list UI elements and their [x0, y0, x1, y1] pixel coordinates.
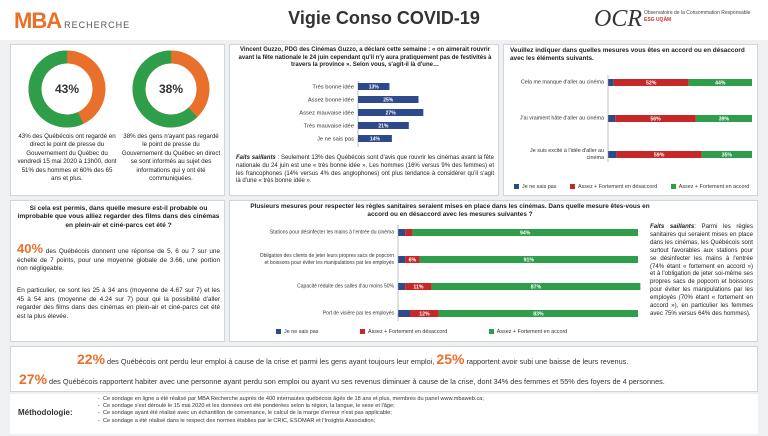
measures-legend	[276, 329, 567, 335]
methodology-line-4: - Ce sondage a été réalisé dans le respect des normes établies par le CRIC, ESOMAR et l'Insights Association;	[98, 417, 376, 424]
measures-tick-label: et boissons pour éviter les manipulations par les employés	[264, 259, 394, 266]
agree-tick-label: J'ai vraiment hâte d'aller au cinéma	[519, 115, 604, 122]
footer-t1: des Québécois ont perdu leur emploi à cause de la crise et parmi les gens ayant toujours leur emploi,	[105, 357, 437, 366]
donut-1	[24, 46, 109, 131]
ocr-logo[interactable]: OCR	[594, 6, 642, 32]
measures-tick-label: Port de visière par les employés	[322, 310, 394, 317]
guzzo-chart	[230, 79, 500, 149]
measures-faits-text: : Parmi les règles sanitaires qui seraient mises en place dans les cinémas, les Québécois sont surtout favorables aux stations pour se désinfecter les mains à l'entrée (74% étant « fortement en accord ») et à l'obligation de jeter soi-même ses propres sacs de popcorn et boissons pour éviter les manipulations par les employés (70% étant « fortement en accord »), en particulier les femmes avec 75% versus 64% des hommes).	[650, 223, 753, 317]
measures-legend-ns: Je ne sais pas	[284, 329, 319, 335]
donut-1-label: 43%	[54, 82, 80, 96]
guzzo-tick-label: Assez bonne idée	[307, 97, 354, 104]
footer-n2: 25%	[436, 351, 465, 367]
measures-legend-agr: Assez + Fortement en accord	[496, 329, 568, 335]
methodology-line-1: - Ce sondage en ligne a été réalisé par MBA Recherche auprès de 400 internautes québécois âgés de 18 ans et plus, membres du panel www.mbaweb.ca;	[98, 396, 484, 402]
methodology-lines	[98, 396, 748, 425]
guzzo-faits-label: Faits saillants	[236, 155, 276, 161]
measures-tick-label: Obligation des clients de jeter leurs propres sacs de popcorn	[259, 253, 394, 260]
guzzo-data-label: 25%	[383, 97, 394, 104]
footer-t3: des Québécois rapportent habiter avec une personne ayant perdu son emploi ou ayant vu ses revenus diminuer à cause de la crise, dont 34% des femmes et 55% des foyers de 4 personnes.	[47, 377, 665, 386]
measures-data-label: 94%	[520, 230, 531, 237]
cinema-big-number: 40%	[17, 241, 44, 256]
cinema-p1	[17, 241, 220, 274]
header	[0, 0, 768, 40]
agree-legend-ns: Je ne sais pas	[522, 184, 557, 190]
measures-bar	[398, 283, 405, 290]
measures-tick-label: Stations pour désinfecter les mains à l'entrée du cinéma	[269, 229, 394, 236]
footer-n3: 27%	[19, 371, 48, 387]
agree-bar	[608, 115, 615, 122]
measures-data-label: 12%	[419, 311, 430, 318]
measures-data-label: 91%	[523, 257, 534, 264]
agree-legend	[514, 184, 749, 190]
ocr-sub-line1: Observatoire de la Consommation Responsable	[644, 10, 751, 16]
donut-2	[126, 45, 216, 134]
measures-bar	[405, 229, 412, 236]
guzzo-intro: Vincent Guzzo, PDG des Cinémas Guzzo, a déclaré cette semaine : « on aimerait rouvrir avant la fête nationale le 24 juin cependant qu'il n'y aura pratiquement pas de festivités à travers la province ». Selon vous, s'agit-il là d'une…	[238, 47, 492, 69]
agree-data-label: 39%	[718, 116, 730, 123]
mba-logo-sub: RECHERCHE	[64, 20, 131, 30]
guzzo-faits	[236, 155, 494, 186]
measures-bar	[398, 310, 410, 317]
measures-panel	[229, 200, 758, 342]
guzzo-tick-label: Assez mauvaise idée	[299, 110, 354, 117]
measures-faits	[650, 223, 753, 318]
agree-bar	[608, 151, 617, 158]
methodology-label: Méthodologie:	[18, 408, 73, 417]
agree-legend-agr: Assez + Fortement en accord	[678, 184, 750, 190]
measures-bar	[398, 229, 405, 236]
footer-line-2	[19, 371, 755, 387]
ocr-sub-line2: ESG UQÀM	[644, 17, 672, 23]
cinema-question: Si cela est permis, dans quelle mesure est-il probable ou improbable que vous alliez regarder des films dans des cinémas en plein-air et ciné-parcs cet été ?	[17, 205, 220, 229]
cinema-p2: En particulier, ce sont les 25 à 34 ans (moyenne de 4.67 sur 7) et les 45 à 54 ans (moyenne de 4.24 sur 7) pour qui la possibilité d'aller regarder des films dans des cinémas en plein-air et ciné-parcs cet été est la plus élevée.	[17, 287, 220, 320]
cinema-p1-text: des Québécois donnent une réponse de 5, 6 ou 7 sur une échelle de 7 points, pour une moyenne globale de 3.66, une portion non négligeable.	[17, 248, 220, 273]
agree-data-label: 35%	[721, 152, 732, 159]
mba-logo-text: MBA	[14, 8, 62, 33]
methodology-line-3-text: Ce sondage ayant été réalisé avec un échantillon de convenance, le calcul de la marge d'erreur n'est pas applicable;	[102, 410, 392, 417]
agree-tick-label: cinéma	[586, 155, 604, 162]
methodology-line-1-text: Ce sondage en ligne a été réalisé par MBA Recherche auprès de 400 internautes québécois âgés de 18 ans et plus, membres du panel www.mbaweb.ca;	[102, 396, 484, 402]
agree-tick-label: Je suis excité à l'idée d'aller au	[530, 148, 604, 155]
methodology-line-4-text: Ce sondage a été réalisé dans le respect des normes établies par le CRIC, ESOMAR et l'Insights Association;	[102, 417, 376, 424]
guzzo-data-label: 14%	[369, 136, 380, 143]
guzzo-faits-text: : Seulement 13% des Québécois sont d'avis que rouvrir les cinémas avant la fête nationale du 24 juin est une « très bonne idée ». Les hommes (16% versus 9% des femmes) et les francophones (14% versus 4% des anglophones) ont plus tendance à considérer qu'il s'agit là d'une « très bonne idée ».	[236, 155, 494, 185]
agree-bar	[608, 79, 614, 86]
measures-chart	[230, 219, 650, 331]
guzzo-data-label: 27%	[385, 110, 396, 117]
agree-panel	[503, 44, 758, 196]
guzzo-panel	[229, 44, 499, 196]
measures-data-label: 87%	[530, 284, 542, 291]
donut-panel	[10, 44, 225, 196]
footer-line-1	[77, 351, 757, 367]
agree-chart	[504, 67, 759, 177]
methodology-line-2-text: Ce sondage s'est déroulé le 15 mai 2020 et les données ont été pondérées selon la région, la langue, le sexe et l'âge;	[102, 403, 395, 410]
donut-2-label: 38%	[158, 82, 184, 96]
measures-bar	[398, 256, 405, 263]
agree-title: Veuillez indiquer dans quelles mesures vous êtes en accord ou en désaccord avec les éléments suivants.	[510, 47, 745, 62]
page-title: Vigie Conso COVID-19	[288, 8, 480, 28]
measures-data-label: 6%	[408, 257, 417, 264]
agree-data-label: 52%	[646, 80, 657, 87]
agree-data-label: 44%	[715, 80, 726, 87]
guzzo-tick-label: Je ne sais pas	[316, 136, 354, 143]
measures-tick-label: Capacité réduite des salles d'au moins 50%	[297, 283, 394, 290]
methodology-line-2: - Ce sondage s'est déroulé le 15 mai 2020 et les données ont été pondérées selon la région, la langue, le sexe et l'âge;	[98, 403, 395, 410]
measures-legend-dis: Assez + Fortement en désaccord	[367, 329, 448, 335]
guzzo-data-label: 13%	[368, 84, 379, 91]
cinema-panel	[10, 200, 225, 342]
footer-t2: rapportent avoir subi une baisse de leurs revenus.	[464, 357, 629, 366]
measures-title: Plusieurs mesures pour respecter les règles sanitaires seraient mises en place dans les cinémas. Dans quelle mesure êtes-vous en accord ou en désaccord avec les mesures suivantes ?	[250, 203, 650, 218]
measures-faits-label: Faits saillants	[650, 223, 695, 230]
donut-2-text: 38% des gens n'ayant pas regardé le point de presse du Gouvernement du Québec en direct se sont informés au sujet des informations qui y ont été communiquées.	[121, 133, 221, 183]
methodology-line-3: - Ce sondage ayant été réalisé avec un échantillon de convenance, le calcul de la marge d'erreur n'est pas applicable;	[98, 410, 392, 417]
measures-data-label: 11%	[413, 284, 424, 291]
agree-data-label: 56%	[650, 116, 661, 123]
footer-stats	[10, 346, 758, 392]
methodology-panel	[10, 394, 758, 434]
guzzo-tick-label: Très mauvaise idée	[303, 123, 354, 130]
footer-n1: 22%	[77, 351, 106, 367]
agree-legend-dis: Assez + Fortement en désaccord	[577, 184, 658, 190]
ocr-logo-sub	[644, 10, 759, 24]
agree-data-label: 59%	[653, 152, 665, 159]
donut-charts	[11, 45, 226, 135]
guzzo-tick-label: Très bonne idée	[312, 84, 354, 91]
agree-tick-label: Cela me manque d'aller au cinéma	[520, 79, 604, 86]
guzzo-data-label: 21%	[378, 123, 389, 130]
donut-1-text: 43% des Québécois ont regardé en direct le point de presse du Gouvernement du Québec du vendredi 15 mai 2020 à 13h00, dont 51% des hommes et 60% des 65 ans et plus.	[17, 133, 117, 183]
measures-data-label: 83%	[533, 311, 544, 318]
